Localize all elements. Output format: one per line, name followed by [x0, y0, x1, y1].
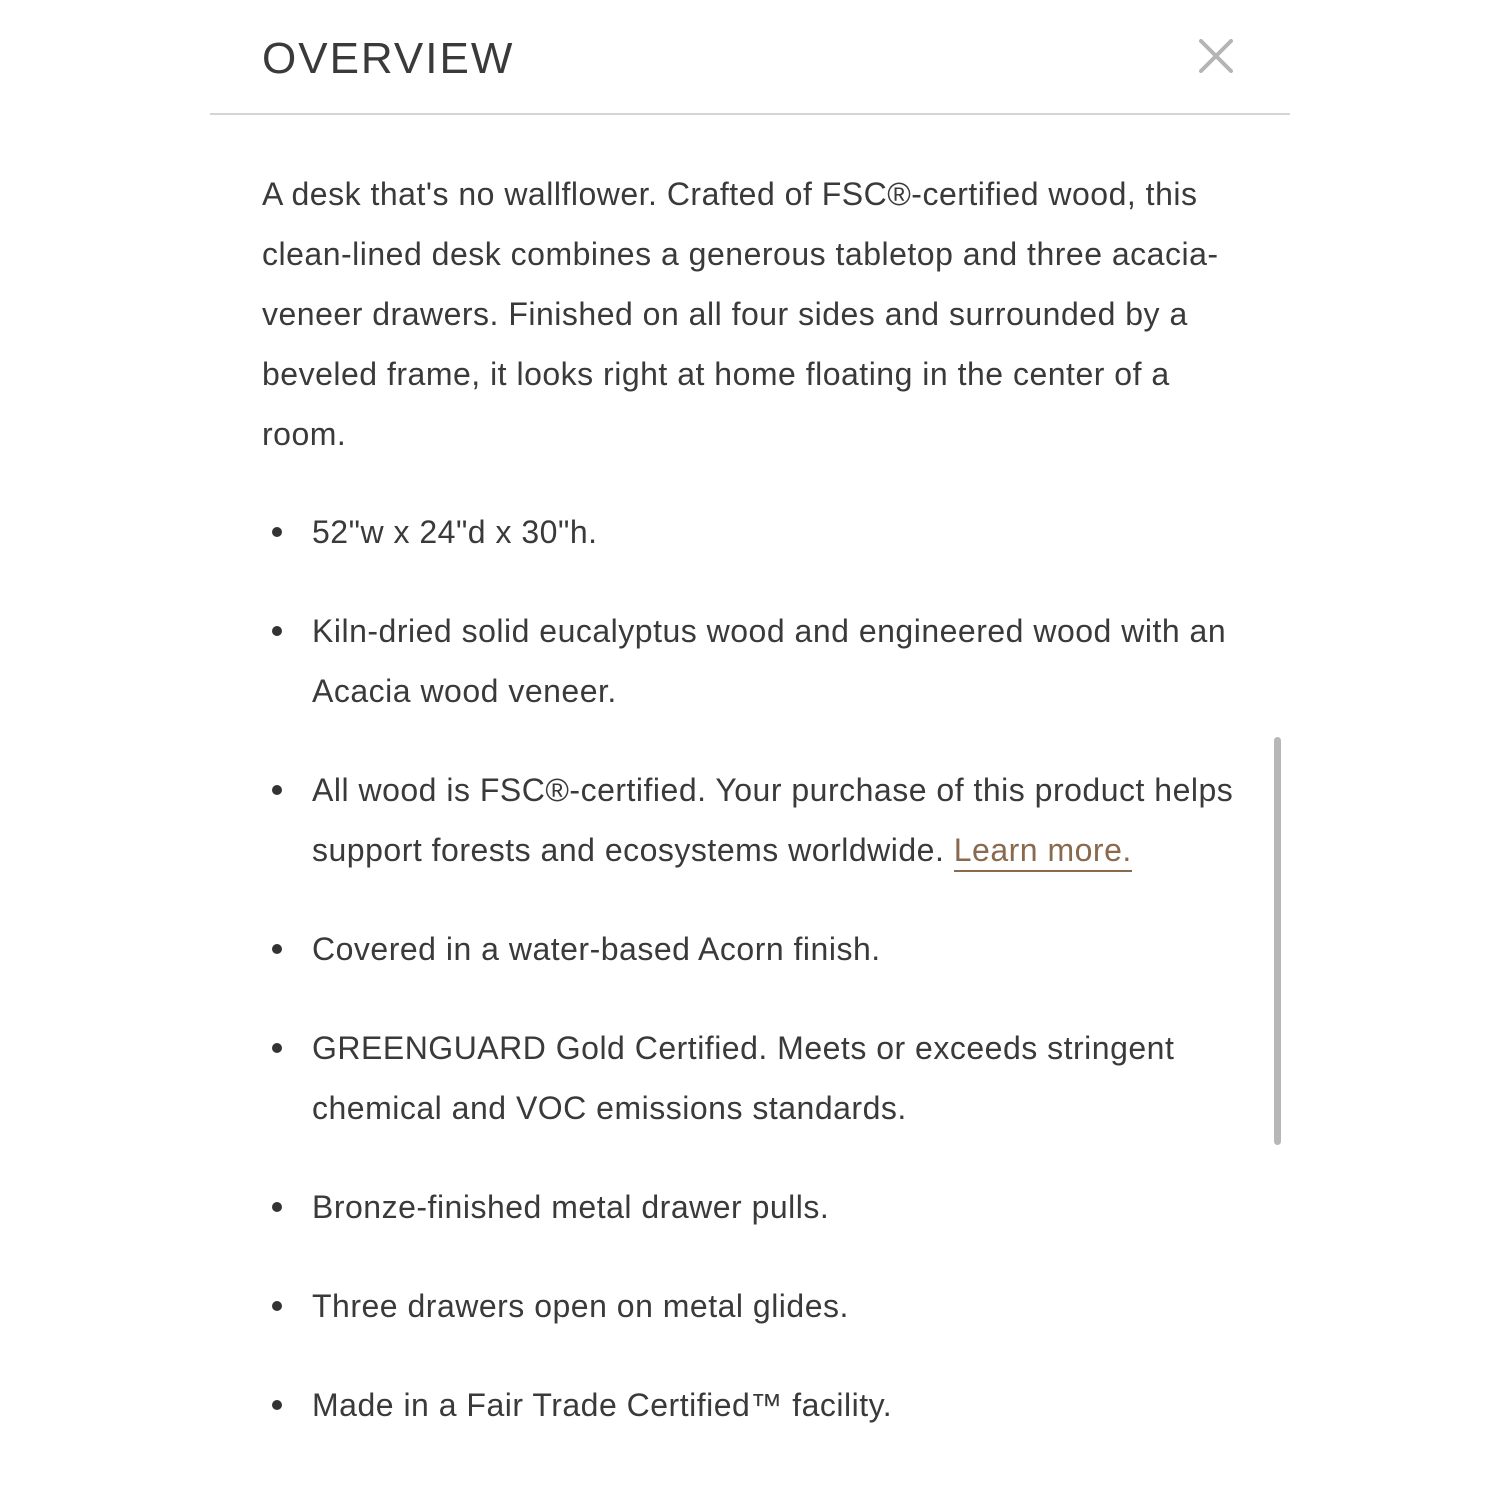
bullet-icon — [272, 1202, 282, 1212]
feature-text: Kiln-dried solid eucalyptus wood and engineered wood with an Acacia wood veneer. — [312, 613, 1227, 709]
feature-text: All wood is FSC®-certified. Your purchase of this product helps support forests and ecosystems worldwide. — [312, 772, 1234, 868]
overview-content — [262, 164, 1247, 1474]
feature-text: Bronze-finished metal drawer pulls. — [312, 1189, 830, 1225]
bullet-icon — [272, 944, 282, 954]
feature-text: 52"w x 24"d x 30"h. — [312, 514, 598, 550]
learn-more-link[interactable]: Learn more. — [954, 832, 1132, 872]
feature-item — [262, 502, 1247, 562]
feature-text: Made in a Fair Trade Certified™ facility. — [312, 1387, 893, 1423]
bullet-icon — [272, 1301, 282, 1311]
bullet-icon — [272, 527, 282, 537]
overview-panel — [210, 0, 1290, 1500]
bullet-icon — [272, 1043, 282, 1053]
panel-header — [210, 0, 1290, 115]
bullet-icon — [272, 626, 282, 636]
close-button[interactable] — [1196, 36, 1236, 76]
feature-item — [262, 919, 1247, 979]
panel-title: OVERVIEW — [262, 34, 515, 83]
scrollbar-thumb[interactable] — [1274, 737, 1281, 1145]
feature-item — [262, 1276, 1247, 1336]
feature-text: Covered in a water-based Acorn finish. — [312, 931, 881, 967]
feature-item — [262, 1018, 1247, 1138]
feature-item — [262, 601, 1247, 721]
product-description: A desk that's no wallflower. Crafted of FSC®-certified wood, this clean-lined desk combines a generous tabletop and three acacia-veneer drawers. Finished on all four sides and surrounded by a beveled frame, it looks right at home floating in the center of a room. — [262, 176, 1219, 452]
feature-item — [262, 1177, 1247, 1237]
close-icon — [1196, 36, 1236, 76]
feature-list — [262, 502, 1247, 1435]
feature-item — [262, 1375, 1247, 1435]
bullet-icon — [272, 785, 282, 795]
bullet-icon — [272, 1400, 282, 1410]
feature-text: GREENGUARD Gold Certified. Meets or exceeds stringent chemical and VOC emissions standards. — [312, 1030, 1175, 1126]
feature-text: Three drawers open on metal glides. — [312, 1288, 849, 1324]
feature-item — [262, 760, 1247, 880]
